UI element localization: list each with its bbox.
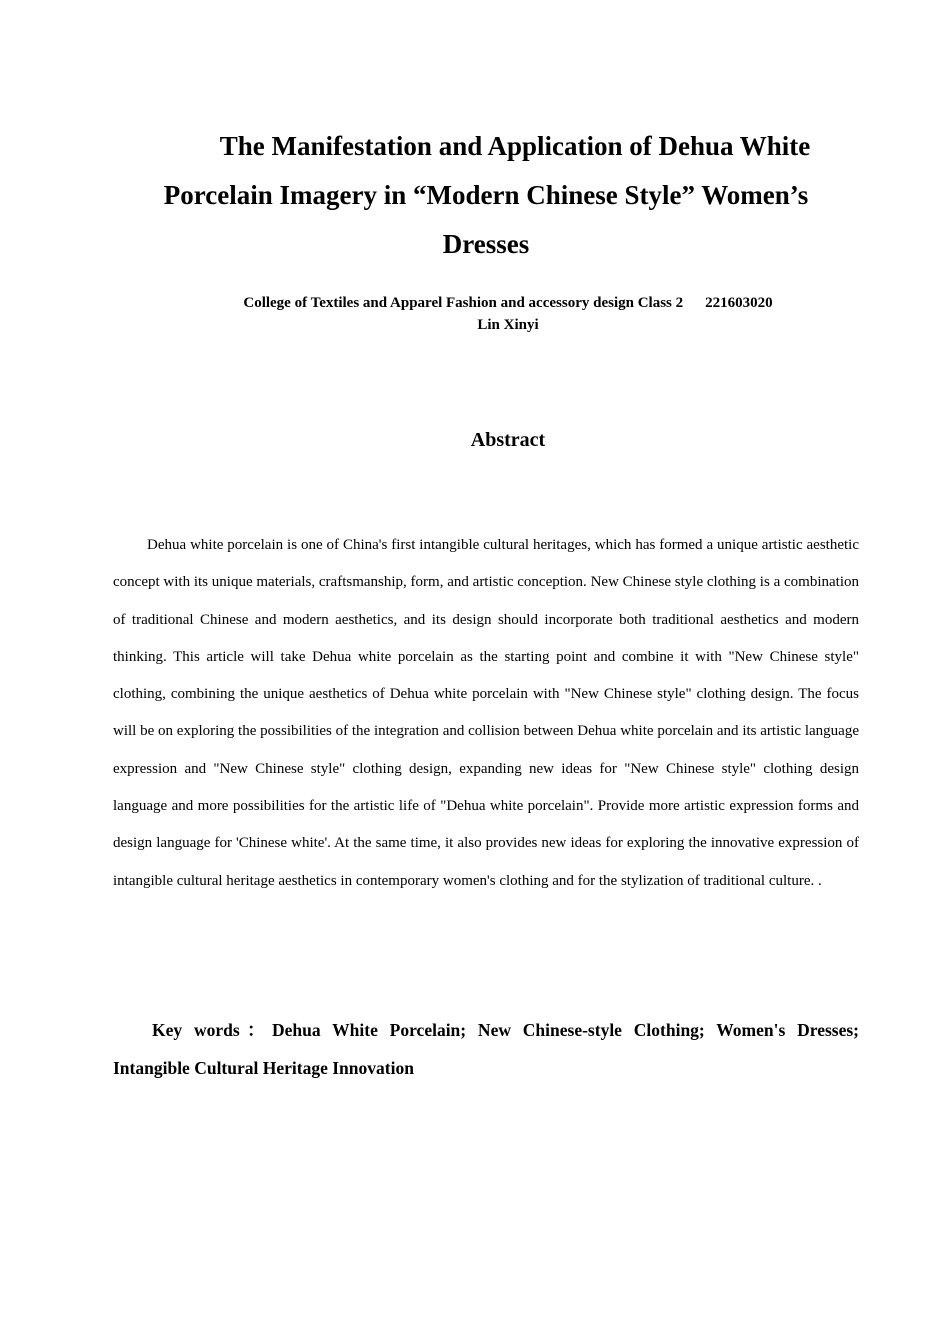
author-name: Lin Xinyi — [477, 317, 539, 333]
keywords — [113, 1012, 859, 1087]
student-id: 221603020 — [705, 295, 773, 311]
affiliation-line — [190, 292, 826, 314]
keywords-text: Dehua White Porcelain; New Chinese-style Clothing; Women's Dresses; Intangible Cultural Heritage Innovation — [113, 1020, 859, 1078]
keywords-label: Key words： — [152, 1020, 273, 1040]
paper-title: The Manifestation and Application of Dehua White Porcelain Imagery in “Modern Chinese Style” Women’s Dresses — [163, 131, 811, 259]
author-block — [190, 292, 826, 336]
abstract-heading: Abstract — [470, 429, 546, 451]
abstract-body: Dehua white porcelain is one of China's first intangible cultural heritages, which has formed a unique artistic aesthetic concept with its unique materials, craftsmanship, form, and artistic conception. New Chinese style clothing is a combination of traditional Chinese and modern aesthetics, and its design should incorporate both traditional aesthetics and modern thinking. This article will take Dehua white porcelain as the starting point and combine it with "New Chinese style" clothing, combining the unique aesthetics of Dehua white porcelain with "New Chinese style" clothing design. The focus will be on exploring the possibilities of the integration and collision between Dehua white porcelain and its artistic language expression and "New Chinese style" clothing design, expanding new ideas for "New Chinese style" clothing design language and more possibilities for the artistic life of "Dehua white porcelain". Provide more artistic expression forms and design language for 'Chinese white'. At the same time, it also provides new ideas for exploring the innovative expression of intangible cultural heritage aesthetics in contemporary women's clothing and for the stylization of traditional culture. . — [113, 537, 859, 889]
affiliation-text: College of Textiles and Apparel Fashion and accessory design Class 2 — [243, 295, 684, 311]
